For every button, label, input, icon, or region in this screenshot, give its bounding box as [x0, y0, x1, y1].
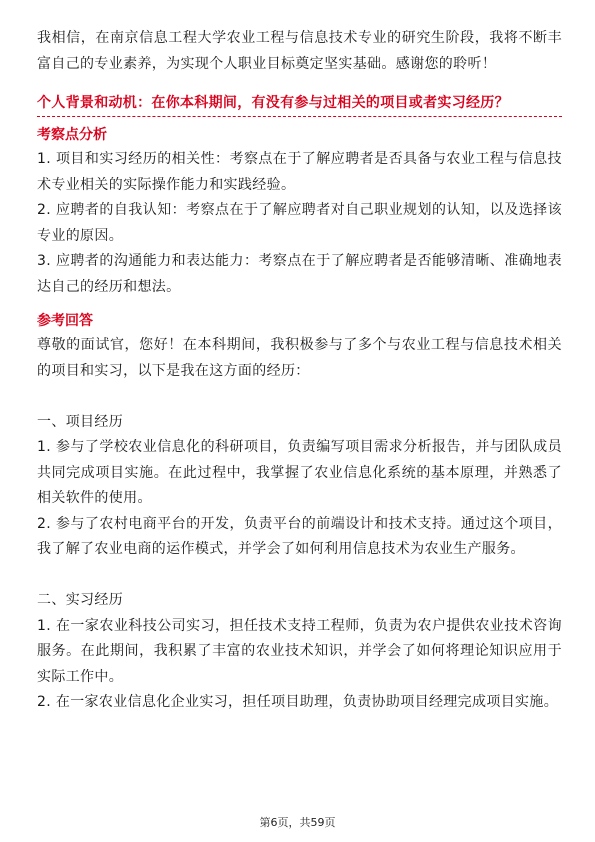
project-item-2: 2. 参与了农村电商平台的开发，负责平台的前端设计和技术支持。通过这个项目，我了解了农业电商的运作模式，并学会了如何利用信息技术为农业生产服务。: [37, 515, 562, 557]
analysis-point-2: 2. 应聘者的自我认知：考察点在于了解应聘者对自己职业规划的认知，以及选择该专业的原因。: [37, 202, 562, 244]
question-divider: [37, 116, 562, 117]
question-heading: 个人背景和动机：在你本科期间，有没有参与过相关的项目或者实习经历？: [37, 95, 509, 111]
document-page: [37, 26, 562, 716]
internship-item-2: 2. 在一家农业信息化企业实习，担任项目助理，负责协助项目经理完成项目实施。: [37, 694, 559, 710]
analysis-point-3: 3. 应聘者的沟通能力和表达能力：考察点在于了解应聘者是否能够清晰、准确地表达自己的经历和想法。: [37, 253, 562, 295]
answer-title: 参考回答: [37, 313, 93, 329]
page-number-footer: 第6页，共59页: [259, 816, 336, 829]
intro-closing-paragraph: 我相信，在南京信息工程大学农业工程与信息技术专业的研究生阶段，我将不断丰富自己的专业素养，为实现个人职业目标奠定坚实基础。感谢您的聆听！: [37, 30, 562, 72]
internship-item-1: 1. 在一家农业科技公司实习，担任技术支持工程师，负责为农户提供农业技术咨询服务。在此期间，我积累了丰富的农业技术知识，并学会了如何将理论知识应用于实际工作中。: [37, 617, 562, 685]
analysis-point-1: 1. 项目和实习经历的相关性：考察点在于了解应聘者是否具备与农业工程与信息技术专业相关的实际操作能力和实践经验。: [37, 151, 562, 193]
analysis-title: 考察点分析: [37, 127, 107, 143]
project-item-1: 1. 参与了学校农业信息化的科研项目，负责编写项目需求分析报告，并与团队成员共同完成项目实施。在此过程中，我掌握了农业信息化系统的基本原理，并熟悉了相关软件的使用。: [37, 439, 562, 506]
answer-opening: 尊敬的面试官，您好！在本科期间，我积极参与了多个与农业工程与信息技术相关的项目和实习，以下是我在这方面的经历：: [37, 337, 562, 379]
projects-heading: 一、项目经历: [37, 413, 124, 430]
internships-heading: 二、实习经历: [37, 592, 124, 608]
